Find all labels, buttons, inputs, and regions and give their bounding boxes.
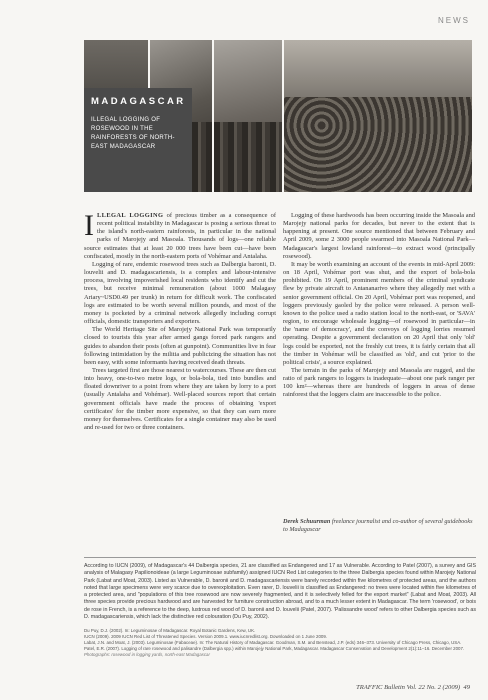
divider: [84, 557, 476, 558]
title-box: [84, 88, 192, 192]
article-column-left: [84, 209, 276, 432]
footnote: According to IUCN (2009), of Madagascar's 44 Dalbergia species, 21 are classified as Endangered and 17 as Vulnerable. According to Patel (2007), a survey and GIS analysis of Malagasy Papilionoideae (a large Leguminosae subfamily) assigned IUCN Red List categories to the three Dalbergia species found within Marojejy National Park (Labat and Moat, 2003). Listed as Vulnerable, D. baronii and D. madagascariensis were barely recorded within five kilometres of protected areas, and the authors noted that large specimens were very scarce due to overexploitation. Even rarer, D. louvelii is classified as Endangered: no trees were located within five kilometres of a protected area, and "populations of this tree rosewood are now severely fragmented, and it is selectively felled for the export market" (Labat and Moat, 2003). All three species provide precious hardwood and are harvested for furniture construction abroad, and to a much lesser extent in Madagascar. The term 'rosewood', or bois de rose in French, is a reference to the deep, lustrous red wood of D. baronii and D. louvelii (Patel, 2007). 'Palissandre wood' refers to other Dalbergia species such as D. madagascariensis, which lack the distinctive red colouration (Du Puy, 2002).: [84, 563, 476, 621]
article-subtitle: ILLEGAL LOGGING OF ROSEWOOD IN THE RAINFORESTS OF NORTH-EAST MADAGASCAR: [91, 117, 175, 150]
article-paragraph: The terrain in the parks of Marojejy and Masoala are rugged, and the ratio of park rangers to loggers is inadequate—about one park ranger per 100 km²—whereas there are hundreds of loggers in areas of dense rainforest that the loggers claim are inaccessible to the police.: [283, 366, 475, 399]
drop-cap: I: [84, 209, 94, 242]
article-paragraph: Trees targeted first are those nearest to watercourses. These are then cut into heavy, one-to-two metre logs, or bola-bola, tied into bundles and floated downriver to a point from where they are taken by lorry to a port (usually Antalaha and Vohémar). Well-placed sources report that certain government officials have made the process of obtaining 'export certificates' for the timber more expensive, so that they can earn more money for themselves. Certificates for a single container may also be used and re-used for two or three containers.: [84, 366, 276, 432]
article-paragraph: Logging of these hardwoods has been occurring inside the Masoala and Marojejy national parks for decades, but never to the extent that is happening at present. One source mentioned that between February and April 2009, some 2 3000 people swarmed into Masoala National Park—Madagascar's largest lowland rainforest—to extract wood (principally rosewood).: [283, 212, 475, 260]
photo-timber-yard: [214, 40, 282, 192]
page-footer: [356, 684, 470, 691]
article-paragraph: [84, 209, 276, 261]
photo-logs-pile: [214, 122, 282, 192]
paragraph-text: of precious timber as a consequence of recent political instability in Madagascar is posing a serious threat to the island's north-eastern rainforests, in particular in the national parks of Marojejy and Masoala. Thousands of logs—one reliable source estimates that at least 20 000 trees have been cut—have been confiscated, mostly in the north-eastern ports of Vohémar and Antalaha.: [84, 212, 276, 260]
reference-item: Du Puy, D.J. (2002). In: Leguminosae of Madagascar. Royal Botanic Gardens, Kew, UK.: [84, 628, 256, 633]
article-paragraph: Logging of rare, endemic rosewood trees such as Dalbergia baronii, D. louvelii and D. madagascariensis, is a complex and labour-intensive process, involving impoverished local residents who identify and cut the trees, but receive minimal remuneration (about 1000 Malagasy Ariary~USD0.49 per trunk) in return for difficult work. The confiscated logs are estimated to be worth several million pounds, and most of the money is pocketed by a criminal network allegedly including corrupt officials, domestic transporters and exporters.: [84, 260, 276, 326]
reference-item: Labat, J.N. and Moat, J. (2003). Leguminosae (Fabaceae). In: The Natural History of Madagascar. Goodman, S.M. and Benstead, J.P. (eds) 346–373. University of Chicago Press, Chicago, USA.: [84, 640, 462, 645]
photo-rosewood-stack: [284, 40, 472, 192]
reference-item: Patel, E.R. (2007). Logging of rare rosewood and palisandre (Dalbergia spp.) within Marojejy National Park, Madagascar. Madagascar Conservation and Development 2(1):11–16. December 2007.: [84, 646, 465, 651]
references: [84, 628, 476, 658]
page-number: 49: [463, 684, 470, 691]
section-label: NEWS: [438, 16, 470, 25]
author-byline: [283, 518, 475, 534]
author-bio: freelance journalist and co-author of several guidebooks to Madagascar: [283, 518, 473, 533]
author-name: Derek Schuurman: [283, 518, 331, 525]
journal-name: TRAFFIC Bulletin Vol. 22 No. 2 (2009): [356, 684, 461, 691]
photo-credit: Photographs: rosewood in logging yards, north-east Madagascar: [84, 652, 210, 657]
article-country: MADAGASCAR: [91, 96, 186, 107]
photo-logs-pile: [284, 97, 472, 192]
article-paragraph: It may be worth examining an account of the events in mid-April 2009: on 18 April, Vohémar port was shut, and the export of bola-bola prohibited. On 19 April, prominent members of the criminal syndicate flew by private aircraft to Antananarivo where they allegedly met with a senior government official. On 20 April, Vohémar port was reopened, and loggers previously gaoled by the police were released. A person well-known to the police used a radio station local to the north-east, or 'SAVA' region, to encourage wholesale logging—of rosewood in particular—in the 'name of democracy', and the convoys of logging lorries resumed operating. Despite a government declaration on 20 April that only 'old' logs could be exported, not the freshly cut trees, it is fairly certain that all the timber in Vohémar will be classified as 'old', and cut 'prior to the political crisis', a source explained.: [283, 260, 475, 366]
article-column-right: [283, 212, 475, 400]
article-paragraph: The World Heritage Site of Marojejy National Park was temporarily closed to tourists this year after armed gangs forced park rangers and guides to abandon their posts (often at gunpoint). Communities live in fear following intimidation by the militia and publicizing the situation has not been easy, with some informants having received death threats.: [84, 326, 276, 366]
lead-words: LLEGAL LOGGING: [97, 212, 164, 219]
reference-item: IUCN (2009). 2009 IUCN Red List of Threatened Species. Version 2009.1. www.iucnredlist.org. Downloaded on 1 June 2009.: [84, 634, 328, 639]
